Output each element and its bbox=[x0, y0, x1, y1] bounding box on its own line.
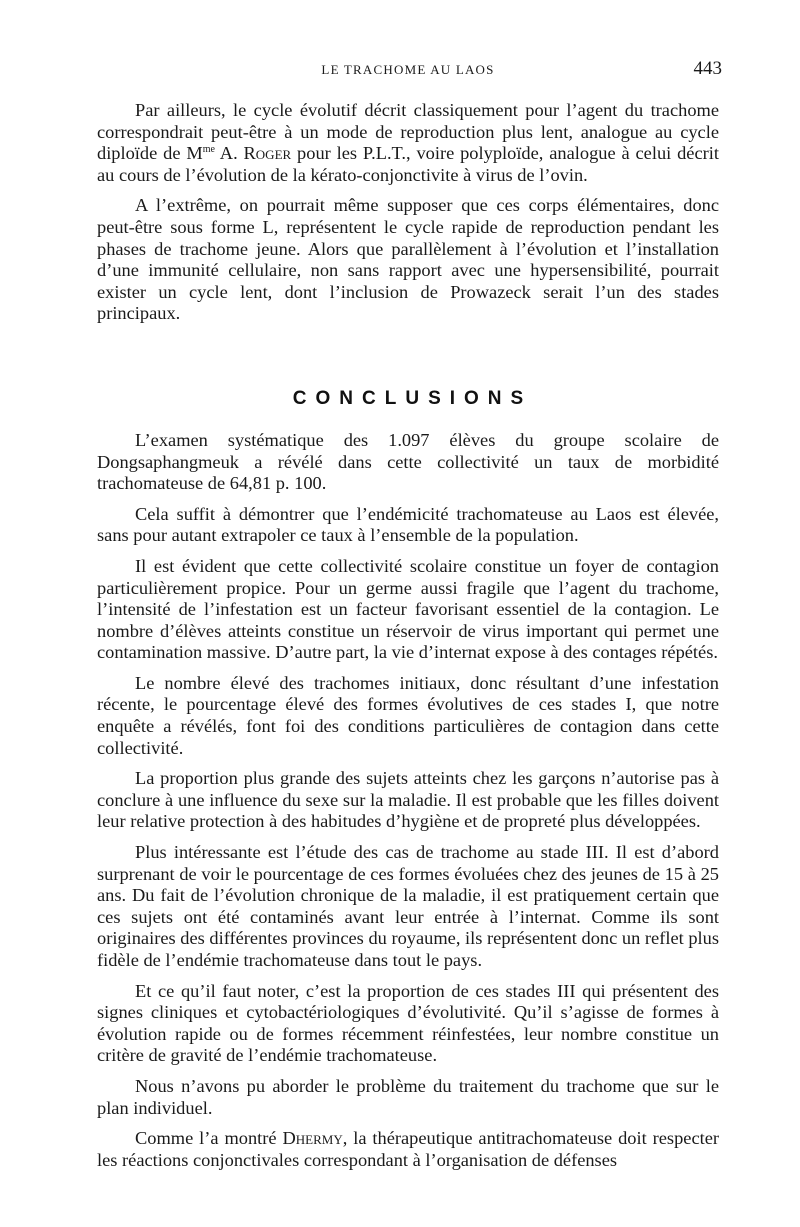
page-number: 443 bbox=[693, 58, 722, 79]
intro-p1-author-name: Roger bbox=[243, 143, 292, 164]
intro-paragraph-2: A l’extrême, on pourrait même supposer que ces corps élémentaires, donc peut-être sous forme L, représentent le cycle rapide de reproduction pendant les phases de trachome jeune. Alors que parallèlement à l’évolution et l’installation d’une immunité cellulaire, non sans rapport avec une hypersensibilité, pourrait exister un cycle lent, dont l’inclusion de Prowazeck serait l’un des stades principaux. bbox=[97, 195, 719, 324]
conclusions-paragraph-3: Il est évident que cette collectivité scolaire constitue un foyer de contagion particulièrement propice. Pour un germe aussi fragile que l’agent du trachome, l’intensité de l’infestation est un facteur favorisant essentiel de la contagion. Le nombre d’élèves atteints constitue un réservoir de virus important qui permet une contamination massive. D’autre part, la vie d’internat expose à des contages répétés. bbox=[97, 555, 719, 663]
intro-p1-text-b: A. bbox=[214, 143, 244, 164]
conclusions-paragraph-1: L’examen systématique des 1.097 élèves du groupe scolaire de Dongsaphangmeuk a révélé dans cette collectivité un taux de morbidité trachomateuse de 64,81 p. 100. bbox=[97, 429, 719, 494]
page bbox=[97, 58, 722, 1171]
conclusions-paragraph-9 bbox=[97, 1128, 719, 1171]
intro-p1-text-a: Par ailleurs, le cycle évolutif décrit classiquement pour l’agent du trachome correspondrait peut-être à un mode de reproduction plus lent, analogue au cycle diploïde de M bbox=[97, 100, 719, 164]
conclusions-paragraph-7: Et ce qu’il faut noter, c’est la proportion de ces stades III qui présentent des signes cliniques et cytobactériologiques d’évolutivité. Qu’il s’agisse de formes à évolution rapide ou de formes récemment réinfestées, leur nombre constitue un critère de gravité de l’endémie trachomateuse. bbox=[97, 980, 719, 1066]
conclusions-p9-text-a: Comme l’a montré bbox=[135, 1128, 283, 1149]
intro-p1-text-c: pour les P.L.T., voire polyploïde, analogue à celui décrit au cours de l’évolution de la kérato-conjonctivite à virus de l’ovin. bbox=[97, 143, 719, 185]
intro-section bbox=[97, 100, 719, 325]
conclusions-paragraph-8: Nous n’avons pu aborder le problème du traitement du trachome que sur le plan individuel. bbox=[97, 1075, 719, 1118]
conclusions-section bbox=[97, 430, 719, 1171]
intro-p1-superscript: me bbox=[202, 144, 215, 156]
section-title-conclusions: CONCLUSIONS bbox=[292, 387, 533, 409]
conclusions-p9-author-name: Dhermy bbox=[282, 1128, 343, 1149]
conclusions-paragraph-2: Cela suffit à démontrer que l’endémicité trachomateuse au Laos est élevée, sans pour autant extrapoler ce taux à l’ensemble de la population. bbox=[97, 503, 719, 546]
conclusions-p9-text-b: , la thérapeutique antitrachomateuse doit respecter les réactions conjonctivales correspondant à l’organisation de défenses bbox=[97, 1128, 720, 1170]
conclusions-paragraph-4: Le nombre élevé des trachomes initiaux, donc résultant d’une infestation récente, le pourcentage élevé des formes évolutives de ces stades I, que notre enquête a révélés, font foi des conditions particulières de contagion dans cette collectivité. bbox=[97, 672, 719, 758]
running-head bbox=[97, 58, 722, 84]
intro-paragraph-1 bbox=[97, 100, 719, 186]
conclusions-paragraph-5: La proportion plus grande des sujets atteints chez les garçons n’autorise pas à conclure à une influence du sexe sur la maladie. Il est probable que les filles doivent leur relative protection à des habitudes d’hygiène et de propreté plus développées. bbox=[97, 768, 719, 832]
conclusions-paragraph-6: Plus intéressante est l’étude des cas de trachome au stade III. Il est d’abord surprenant de voir le pourcentage de ces formes évoluées chez des jeunes de 15 à 25 ans. Du fait de l’évolution chronique de la maladie, il est pratiquement certain que ces sujets ont été contaminés avant leur entrée à l’internat. Comme ils sont originaires des différentes provinces du royaume, ils représentent donc un reflet plus fidèle de l’endémie trachomateuse dans tout le pays. bbox=[97, 842, 719, 970]
running-title: LE TRACHOME AU LAOS bbox=[321, 62, 495, 77]
